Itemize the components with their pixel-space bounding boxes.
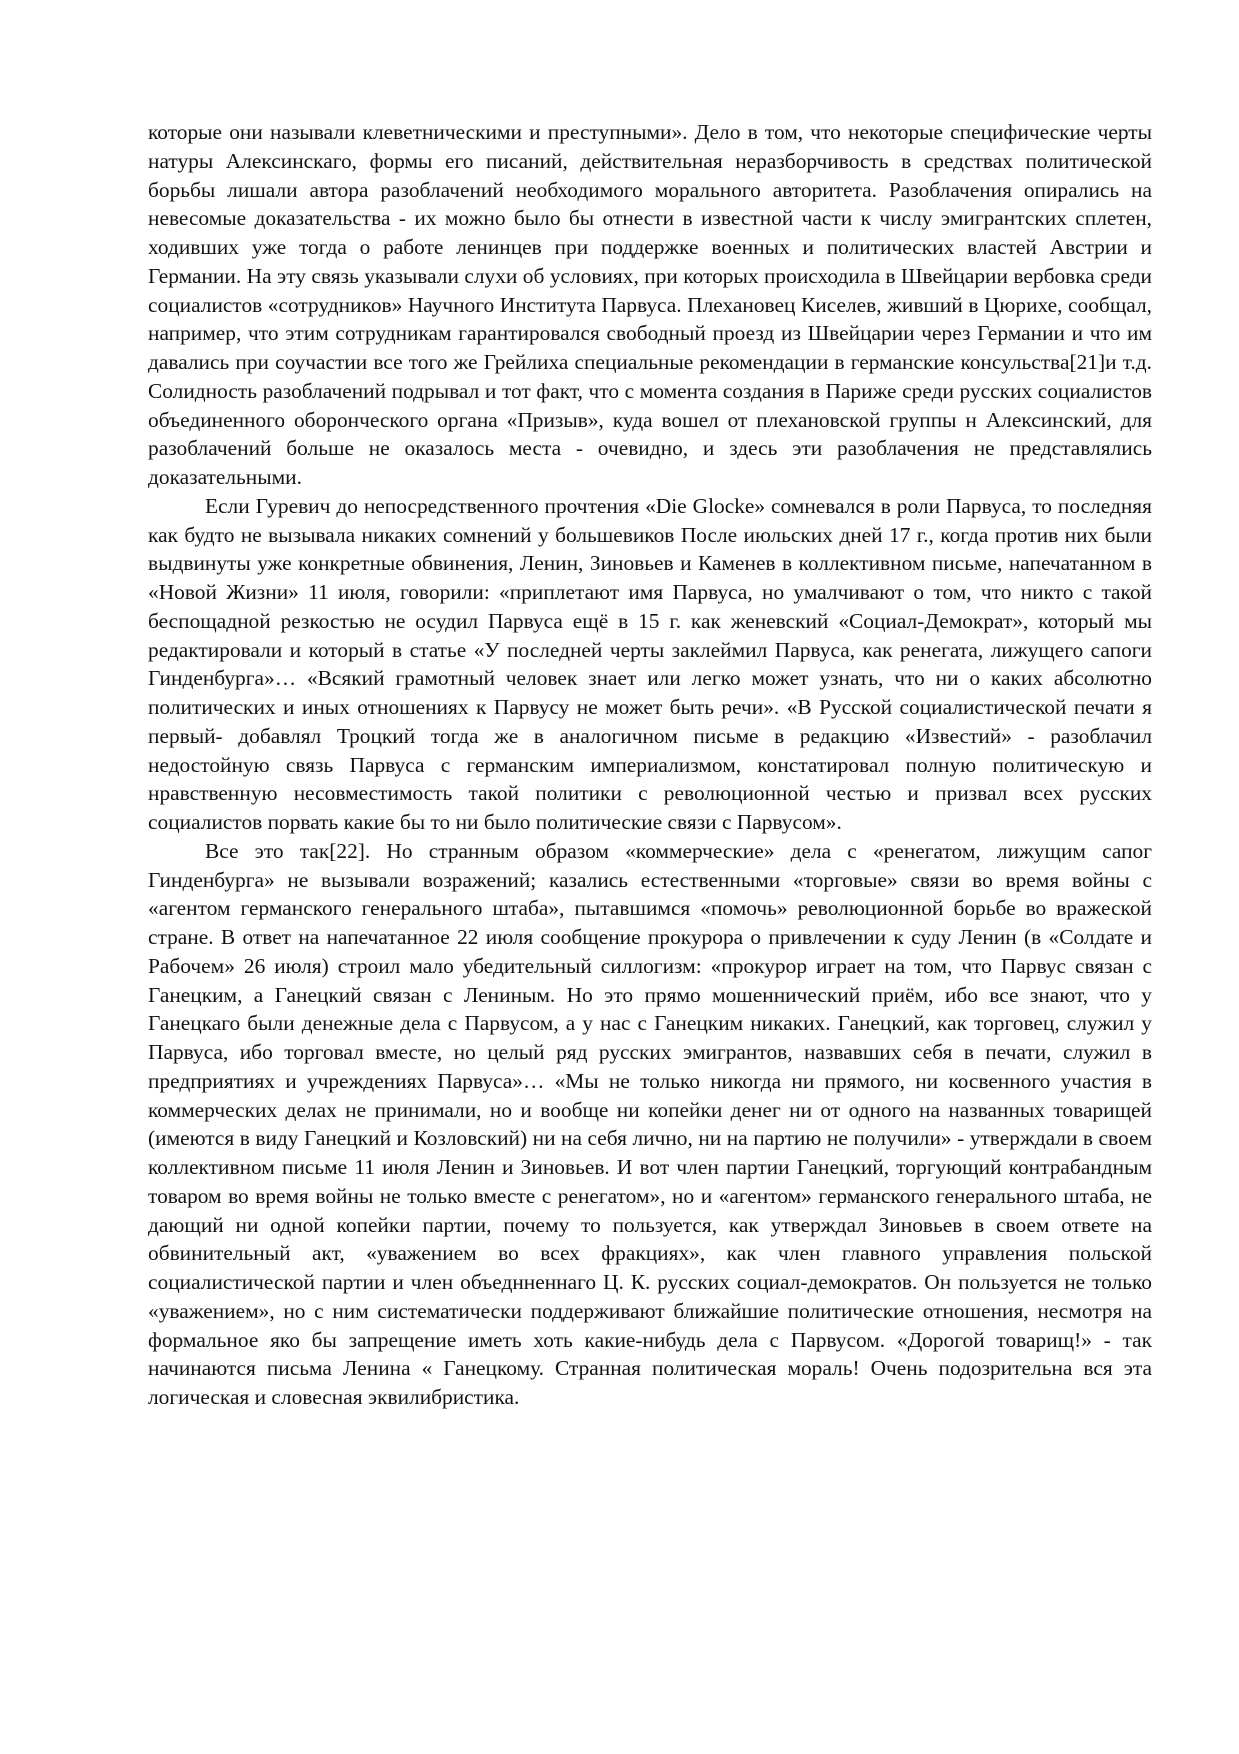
document-page xyxy=(148,118,1152,1412)
paragraph: Если Гуревич до непосредственного прочтения «Die Glocke» сомневался в роли Парвуса, то последняя как будто не вызывала никаких сомнений у большевиков После июльских дней 17 г., когда против них были выдвинуты уже конкретные обвинения, Ленин, Зиновьев и Каменев в коллективном письме, напечатанном в «Новой Жизни» 11 июля, говорили: «приплетают имя Парвуса, но умалчивают о том, что никто с такой беспощадной резкостью не осудил Парвуса ещё в 15 г. как женевский «Социал-Демократ», который мы редактировали и который в статье «У последней черты заклеймил Парвуса, как ренегата, лижущего сапоги Гинденбурга»… «Всякий грамотный человек знает или легко может узнать, что ни о каких абсолютно политических и иных отношениях к Парвусу не может быть речи». «В Русской социалистической печати я первый- добавлял Троцкий тогда же в аналогичном письме в редакцию «Известий» - разоблачил недостойную связь Парвуса с германским империализмом, констатировал полную политическую и нравственную несовместимость такой политики с революционной честью и призвал всех русских социалистов порвать какие бы то ни было политические связи с Парвусом». xyxy=(148,493,1152,834)
paragraph: которые они называли клеветническими и преступными». Дело в том, что некоторые специфические черты натуры Алексинскаго, формы его писаний, действительная неразборчивость в средствах политической борьбы лишали автора разоблачений необходимого морального авторитета. Разоблачения опирались на невесомые доказательства - их можно было бы отнести в известной части к числу эмигрантских сплетен, ходивших уже тогда о работе ленинцев при поддержке военных и политических властей Австрии и Германии. На эту связь указывали слухи об условиях, при которых происходила в Швейцарии вербовка среди социалистов «сотрудников» Научного Института Парвуса. Плехановец Киселев, живший в Цюрихе, сообщал, например, что этим сотрудникам гарантировался свободный проезд из Швейцарии через Германии и что им давались при соучастии все того же Грейлиха специальные рекомендации в германские консульства[21]и т.д. Солидность разоблачений подрывал и тот факт, что с момента создания в Париже среди русских социалистов объединенного оборонческого органа «Призыв», куда вошел от плехановской группы н Алексинский, для разоблачений больше не оказалось места - очевидно, и здесь эти разоблачения не представлялись доказательными. xyxy=(148,120,1152,489)
paragraph: Все это так[22]. Но странным образом «коммерческие» дела с «ренегатом, лижущим сапог Гинденбурга» не вызывали возражений; казались естественными «торговые» связи во время войны с «агентом германского генерального штаба», пытавшимся «помочь» революционной борьбе во вражеской стране. В ответ на напечатанное 22 июля сообщение прокурора о привлечении к суду Ленин (в «Солдате и Рабочем» 26 июля) строил мало убедительный силлогизм: «прокурор играет на том, что Парвус связан с Ганецким, а Ганецкий связан с Лениным. Но это прямо мошеннический приём, ибо все знают, что у Ганецкаго были денежные дела с Парвусом, а у нас с Ганецким никаких. Ганецкий, как торговец, служил у Парвуса, ибо торговал вместе, но целый ряд русских эмигрантов, назвавших себя в печати, служил в предприятиях и учреждениях Парвуса»… «Мы не только никогда ни прямого, ни косвенного участия в коммерческих делах не принимали, но и вообще ни копейки денег ни от одного на названных товарищей (имеются в виду Ганецкий и Козловский) ни на себя лично, ни на партию не получили» - утверждали в своем коллективном письме 11 июля Ленин и Зиновьев. И вот член партии Ганецкий, торгующий контрабандным товаром во время войны не только вместе с ренегатом», но и «агентом» германского генерального штаба, не дающий ни одной копейки партии, почему то пользуется, как утверждал Зиновьев в своем ответе на обвинительный акт, «уважением во всех фракциях», как член главного управления польской социалистической партии и член объеднненнаго Ц. К. русских социал-демократов. Он пользуется не только «уважением», но с ним систематически поддерживают ближайшие политические отношения, несмотря на формальное яко бы запрещение иметь хоть какие-нибудь дела с Парвусом. «Дорогой товарищ!» - так начинаются письма Ленина « Ганецкому. Странная политическая мораль! Очень подозрительна вся эта логическая и словесная эквилибристика. xyxy=(148,838,1152,1409)
